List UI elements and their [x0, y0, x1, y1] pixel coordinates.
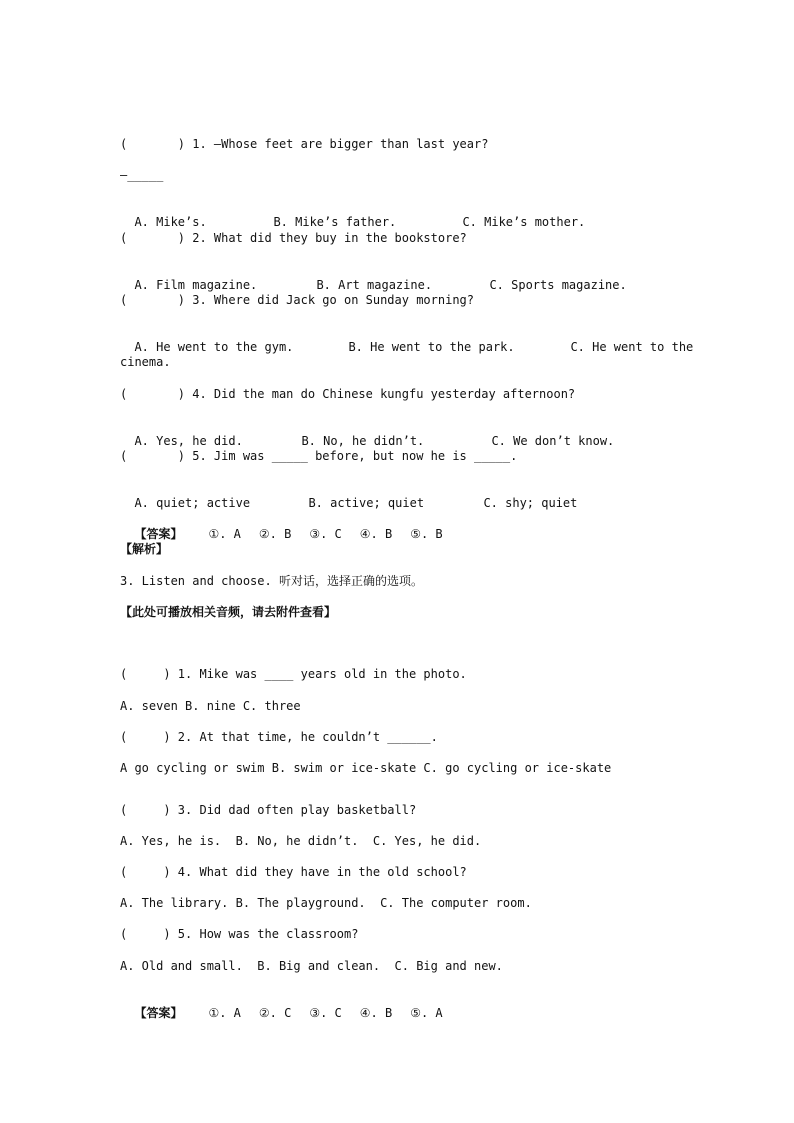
question-4-options [120, 417, 614, 449]
analysis-label: 【解析】 [120, 542, 169, 556]
question-3-options: A. Yes, he is. B. No, he didn’t. C. Yes, he did. [120, 834, 482, 848]
option-c: C. Sports magazine. [489, 278, 627, 292]
option-a: A. Mike’s. [134, 215, 207, 229]
option-c: C. Mike’s mother. [462, 215, 586, 229]
option-a: A. Film magazine. [134, 278, 258, 292]
answer-item: ④. B [359, 527, 393, 541]
question-2-options: A go cycling or swim B. swim or ice-skate C. go cycling or ice-skate [120, 761, 612, 775]
option-c: C. shy; quiet [483, 496, 578, 510]
question-4-options: A. The library. B. The playground. C. The computer room. [120, 896, 532, 910]
question-1-options [120, 198, 585, 230]
question-1-stem: ( ) 1. Mike was ____ years old in the photo. [120, 667, 467, 681]
option-a: A. quiet; active [134, 496, 251, 510]
option-b: B. Mike’s father. [273, 215, 397, 229]
question-2-stem: ( ) 2. At that time, he couldn’t ______. [120, 730, 438, 744]
question-1-stem: ( ) 1. —Whose feet are bigger than last year? [120, 137, 489, 151]
question-5-stem: ( ) 5. Jim was _____ before, but now he is _____. [120, 449, 518, 463]
audio-note: 【此处可播放相关音频，请去附件查看】 [120, 605, 337, 619]
question-3-options [120, 323, 693, 355]
answer-item: ③. C [309, 1006, 342, 1020]
section-heading: 3. Listen and choose. 听对话，选择正确的选项。 [120, 574, 423, 588]
option-b: B. active; quiet [308, 496, 425, 510]
option-a: A. He went to the gym. [134, 340, 294, 354]
question-3-option-wrap: cinema. [120, 355, 171, 369]
question-3-stem: ( ) 3. Where did Jack go on Sunday morning? [120, 293, 475, 307]
answer-label: 【答案】 [134, 1006, 183, 1020]
option-c: C. He went to the [570, 340, 694, 354]
option-c: C. We don’t know. [491, 434, 615, 448]
answer-item: ④. B [359, 1006, 393, 1020]
question-4-stem: ( ) 4. Did the man do Chinese kungfu yesterday afternoon? [120, 387, 576, 401]
answer-item: ①. A [208, 1006, 241, 1020]
answer-item: ②. B [258, 527, 292, 541]
answer-label: 【答案】 [134, 527, 183, 541]
answer-row-2 [120, 989, 443, 1021]
answer-item: ③. C [309, 527, 342, 541]
option-b: B. Art magazine. [316, 278, 433, 292]
option-b: B. No, he didn’t. [301, 434, 425, 448]
question-2-options [120, 261, 627, 293]
question-5-options [120, 479, 577, 511]
answer-item: ⑤. B [410, 527, 443, 541]
question-3-stem: ( ) 3. Did dad often play basketball? [120, 803, 417, 817]
question-5-options: A. Old and small. B. Big and clean. C. Big and new. [120, 959, 503, 973]
answer-item: ①. A [208, 527, 241, 541]
question-1-reply-blank: —_____ [120, 168, 164, 182]
option-a: A. Yes, he did. [134, 434, 243, 448]
question-4-stem: ( ) 4. What did they have in the old school? [120, 865, 467, 879]
question-2-stem: ( ) 2. What did they buy in the bookstore? [120, 231, 467, 245]
question-1-options: A. seven B. nine C. three [120, 699, 301, 713]
answer-item: ⑤. A [410, 1006, 443, 1020]
answer-item: ②. C [258, 1006, 292, 1020]
answer-row-1 [120, 510, 443, 542]
option-b: B. He went to the park. [348, 340, 515, 354]
question-5-stem: ( ) 5. How was the classroom? [120, 927, 359, 941]
